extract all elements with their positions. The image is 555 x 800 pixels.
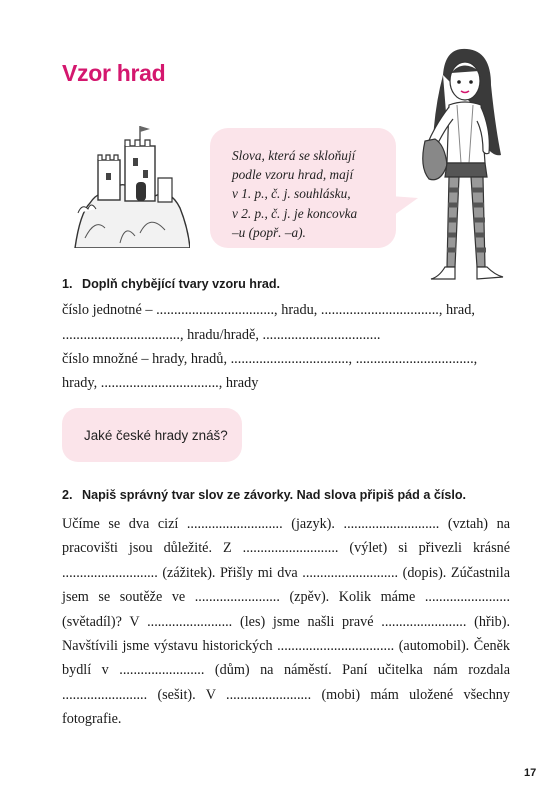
exercise-1-instruction: Doplň chybějící tvary vzoru hrad. (82, 277, 281, 291)
bubble-line: v 1. p., č. j. souhlásku, (232, 186, 351, 202)
bubble-line: v 2. p., č. j. je koncovka (232, 205, 358, 221)
exercise-1-row: ................................., hradu/hradě, ................................. (62, 327, 381, 343)
bubble-line: Slova, která se skloňují (232, 148, 356, 163)
exercise-1-row: číslo množné – hrady, hradů, ................................., ................................., (62, 351, 478, 367)
bubble-text (232, 146, 392, 242)
question-text: Jaké české hrady znáš? (84, 428, 228, 443)
exercise-1-heading (62, 277, 280, 291)
bubble-line: –u (popř. –a). (232, 224, 306, 240)
girl-illustration (405, 45, 513, 285)
page-title: Vzor hrad (62, 60, 166, 86)
page-number: 17 (524, 767, 537, 779)
exercise-2-heading (62, 488, 466, 502)
exercise-1-row: číslo jednotné – ................................., hradu, ................................., hrad, (62, 302, 475, 318)
exercise-2-text: Učíme se dva cizí ........................... (jazyk). ........................... (vztah) na pracovišti jsou důležité. Z ........................... (výlet) si přivezli krásné ........................... (zážitek). Přišly mi dva ........................... (dopis). Zúčastnila jsem se soutěže ve ........................ (zpěv). Kolik máme ........................ (světadíl)? V ........................ (les) jsme našli pravé ........................ (hřib). Navštívili jsme výstavu historických ................................. (automobil). Čeněk bydlí v ........................ (dům) na náměstí. Paní učitelka nám rozdala ........................ (sešit). V ........................ (mobi) mám uložené všechny fotografie. (62, 516, 510, 728)
exercise-2-instruction: Napiš správný tvar slov ze závorky. Nad slova připiš pád a číslo. (82, 488, 467, 502)
exercise-1-number: 1. (62, 277, 73, 291)
bubble-line: podle vzoru hrad, mají (232, 167, 354, 183)
exercise-2-number: 2. (62, 488, 73, 502)
castle-illustration (70, 118, 190, 248)
exercise-1-row: hrady, ................................., hrady (62, 375, 259, 391)
